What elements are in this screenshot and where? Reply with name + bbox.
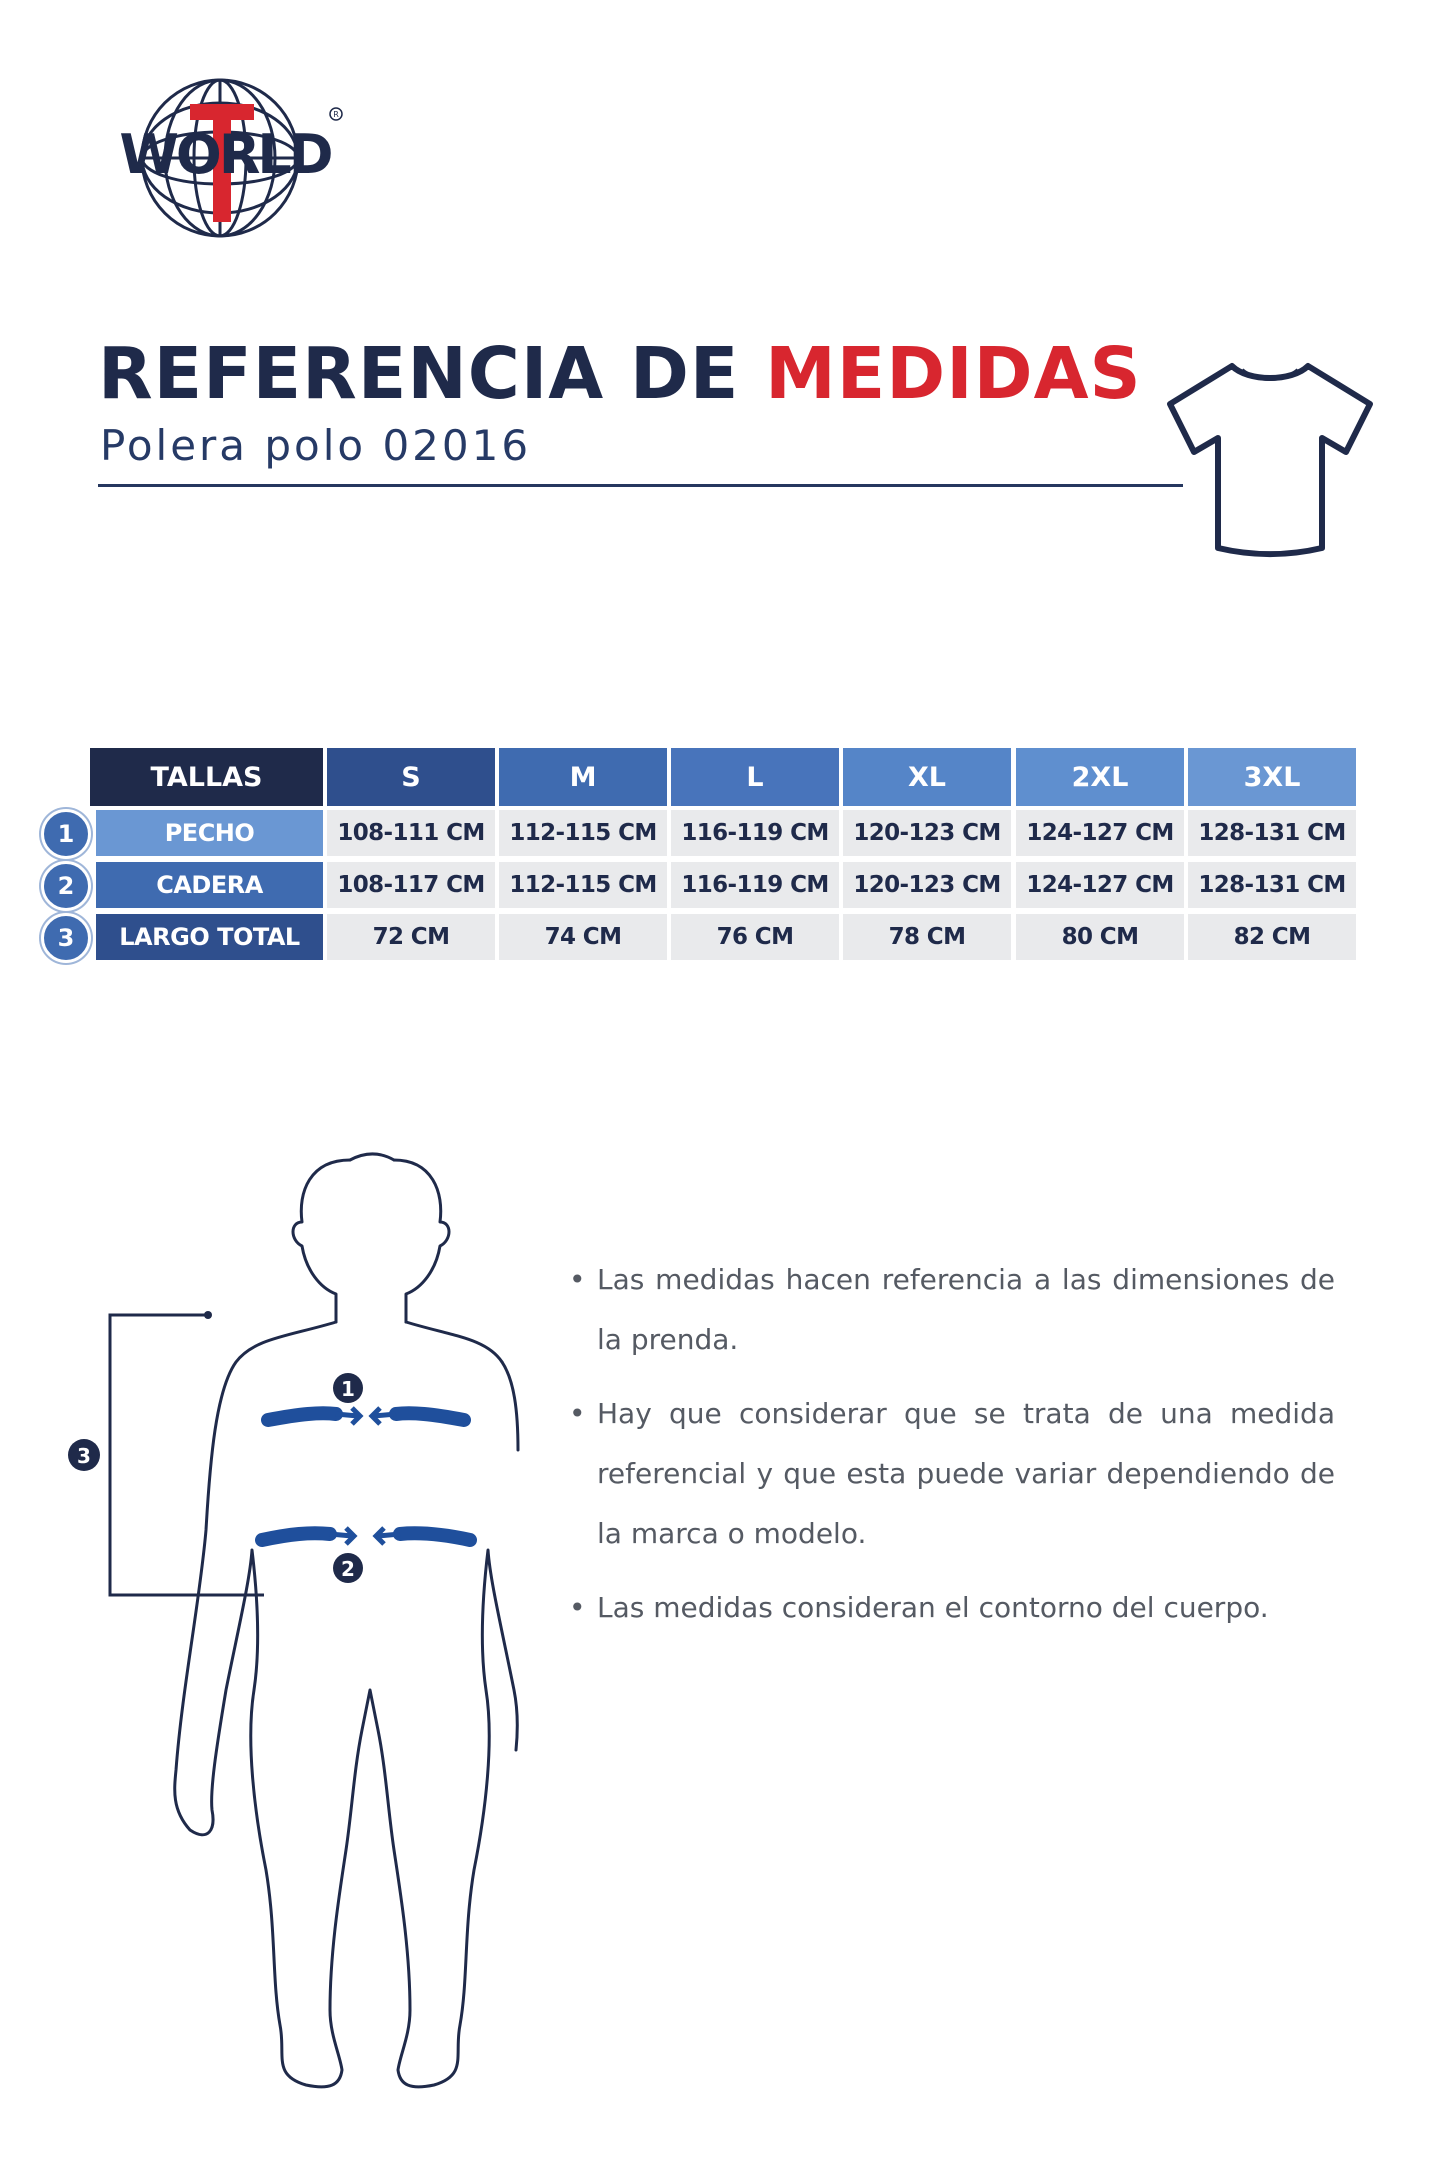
table-cell: 112-115 CM <box>499 862 667 908</box>
title-part-2: MEDIDAS <box>765 332 1142 415</box>
table-header-size: XL <box>843 748 1011 806</box>
page-title <box>98 332 1142 415</box>
table-cell: 82 CM <box>1188 914 1356 960</box>
table-cell: 124-127 CM <box>1016 810 1184 856</box>
table-cell: 128-131 CM <box>1188 862 1356 908</box>
row-label-pecho: PECHO <box>96 810 323 856</box>
svg-text:R: R <box>333 110 339 119</box>
svg-text:2: 2 <box>341 1557 355 1581</box>
table-cell: 108-117 CM <box>327 862 495 908</box>
list-item <box>565 1250 1335 1370</box>
table-cell: 120-123 CM <box>843 810 1011 856</box>
note-text: Hay que considerar que se trata de una medida referencial y que esta puede variar dependiendo de la marca o modelo. <box>597 1397 1335 1550</box>
table-header-size: M <box>499 748 667 806</box>
row-label-largo-total: LARGO TOTAL <box>96 914 323 960</box>
table-header-size: 2XL <box>1016 748 1184 806</box>
table-cell: 124-127 CM <box>1016 862 1184 908</box>
page-subtitle: Polera polo 02016 <box>100 421 532 470</box>
table-cell: 128-131 CM <box>1188 810 1356 856</box>
brand-logo <box>108 76 348 241</box>
table-cell: 116-119 CM <box>671 862 839 908</box>
table-cell: 74 CM <box>499 914 667 960</box>
title-part-1: REFERENCIA DE <box>98 332 740 415</box>
table-header-size: 3XL <box>1188 748 1356 806</box>
table-header-size: L <box>671 748 839 806</box>
notes-list <box>565 1250 1335 1652</box>
title-divider <box>98 484 1183 487</box>
brand-wordmark: WORLD <box>119 123 331 186</box>
table-cell: 78 CM <box>843 914 1011 960</box>
row-number-badge: 1 <box>41 809 91 859</box>
row-number-badge: 3 <box>41 913 91 963</box>
note-text: Las medidas consideran el contorno del cuerpo. <box>597 1591 1269 1624</box>
bullet-icon: • <box>569 1263 586 1296</box>
table-cell: 76 CM <box>671 914 839 960</box>
table-header-tallas: TALLAS <box>90 748 323 806</box>
table-cell: 72 CM <box>327 914 495 960</box>
table-header-size: S <box>327 748 495 806</box>
table-cell: 120-123 CM <box>843 862 1011 908</box>
list-item <box>565 1578 1335 1638</box>
bullet-icon: • <box>569 1397 586 1430</box>
list-item <box>565 1384 1335 1564</box>
svg-text:1: 1 <box>341 1377 355 1401</box>
table-cell: 116-119 CM <box>671 810 839 856</box>
human-body-outline-icon <box>40 1130 520 2100</box>
table-cell: 108-111 CM <box>327 810 495 856</box>
table-cell: 80 CM <box>1016 914 1184 960</box>
note-text: Las medidas hacen referencia a las dimensiones de la prenda. <box>597 1263 1335 1356</box>
row-number-badge: 2 <box>41 861 91 911</box>
svg-text:3: 3 <box>77 1444 91 1468</box>
bullet-icon: • <box>569 1591 586 1624</box>
table-cell: 112-115 CM <box>499 810 667 856</box>
size-table <box>38 748 1398 963</box>
tshirt-outline-icon <box>1160 352 1380 560</box>
row-label-cadera: CADERA <box>96 862 323 908</box>
